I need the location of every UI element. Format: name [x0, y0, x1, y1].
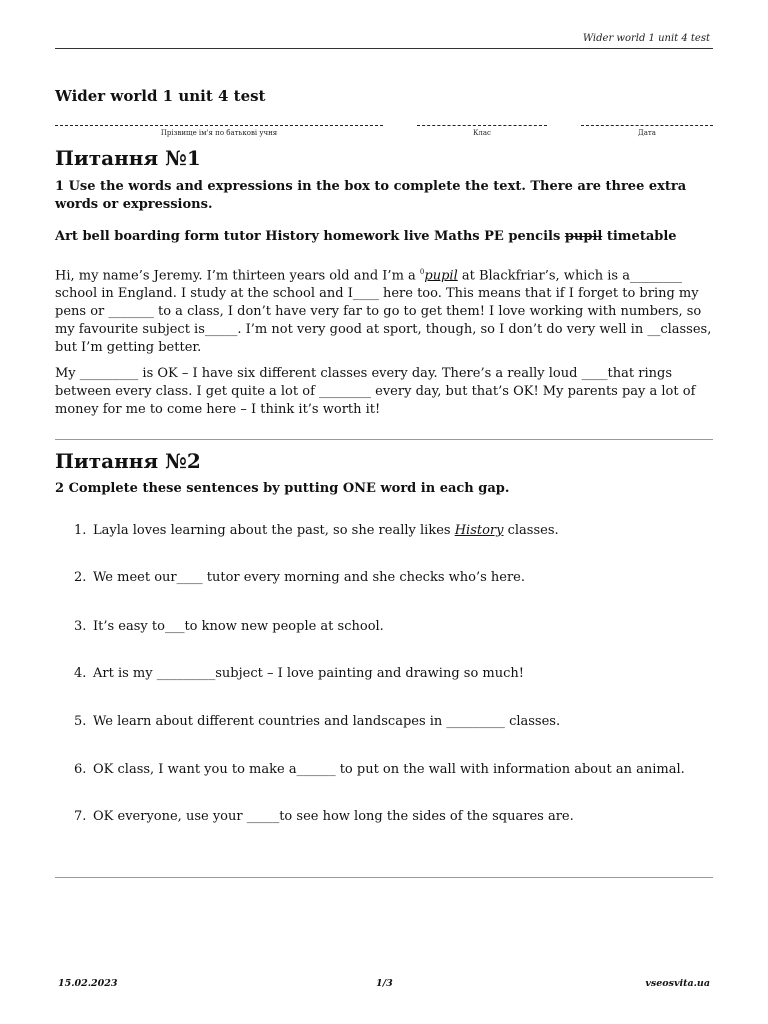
item-number: 1.	[74, 523, 87, 538]
item-text: OK class, I want you to make a______ to put on the wall with information about an animal.	[93, 762, 685, 777]
date-label: Дата	[638, 129, 656, 137]
example-answer: pupil	[424, 268, 458, 284]
document-title: Wider world 1 unit 4 test	[55, 87, 266, 105]
paragraph-1-start: Hi, my name’s Jeremy. I’m thirteen years old and I’m a	[55, 268, 420, 284]
text-paragraph-1	[55, 263, 719, 357]
student-name-field[interactable]	[55, 116, 383, 137]
item-example-answer: History	[454, 523, 504, 538]
item-number: 4.	[74, 666, 87, 681]
list-item	[74, 809, 574, 824]
header-divider	[55, 48, 713, 49]
item-text: We learn about different countries and landscapes in _________ classes.	[93, 714, 561, 729]
item-text: Layla loves learning about the past, so she really likes	[93, 523, 455, 538]
word-box	[55, 229, 715, 244]
list-item	[74, 570, 525, 585]
word-box-words: Art bell boarding form tutor History homework live Maths PE pencils	[55, 229, 565, 244]
item-number: 3.	[74, 619, 87, 634]
student-name-label: Прізвище ім'я по батькові учня	[160, 129, 278, 137]
question-2-heading: Питання №2	[55, 449, 201, 473]
item-number: 5.	[74, 714, 87, 729]
item-text-end: classes.	[503, 523, 559, 538]
item-number: 2.	[74, 570, 87, 585]
student-info-row	[55, 116, 713, 142]
date-line	[581, 116, 713, 126]
section-divider	[55, 439, 713, 440]
footer-page-number: 1/3	[376, 978, 393, 989]
list-item	[74, 619, 384, 634]
item-text: We meet our____ tutor every morning and she checks who’s here.	[93, 570, 526, 585]
list-item	[74, 666, 524, 681]
text-paragraph-2: My _________ is OK – I have six different classes every day. There’s a really loud ____that rings between every class. I get quite a lot of ________ every day, but that’s OK! My parents pay a lot of money for me to come here – I think it’s worth it!	[55, 366, 696, 417]
list-item	[74, 762, 685, 777]
running-header: Wider world 1 unit 4 test	[582, 33, 710, 44]
item-text: OK everyone, use your _____to see how long the sides of the squares are.	[93, 809, 574, 824]
class-label: Клас	[473, 129, 491, 137]
item-text: Art is my _________subject – I love painting and drawing so much!	[93, 666, 524, 681]
word-box-words-end: timetable	[602, 229, 677, 244]
question-1-heading: Питання №1	[55, 146, 201, 170]
list-item	[74, 523, 559, 538]
student-name-line	[55, 116, 383, 126]
list-item	[74, 714, 560, 729]
class-line	[417, 116, 547, 126]
word-box-struck-word: pupil	[564, 229, 603, 244]
paragraph-1-rest: at Blackfriar’s, which is a________ school in England. I study at the school and I____ here too. This means that if I forget to bring my pens or _______ to a class, I don’t have very far to go to get them! I love working with numbers, so my favourite subject is_____. I’m not very good at sport, though, so I don’t do very well in __classes, but I’m getting better.	[55, 268, 712, 356]
question-2-instruction: 2 Complete these sentences by putting ONE word in each gap.	[55, 481, 510, 496]
question-1-instruction: 1 Use the words and expressions in the box to complete the text. There are three extra words or expressions.	[55, 179, 687, 212]
class-field[interactable]	[417, 116, 547, 137]
item-text: It’s easy to___to know new people at school.	[93, 619, 384, 634]
footer-date: 15.02.2023	[58, 978, 118, 989]
item-number: 7.	[74, 809, 87, 824]
example-marker: 0	[419, 268, 425, 276]
bottom-divider	[55, 877, 713, 878]
footer-site[interactable]: vseosvita.ua	[645, 978, 710, 989]
date-field[interactable]	[581, 116, 713, 137]
item-number: 6.	[74, 762, 87, 777]
